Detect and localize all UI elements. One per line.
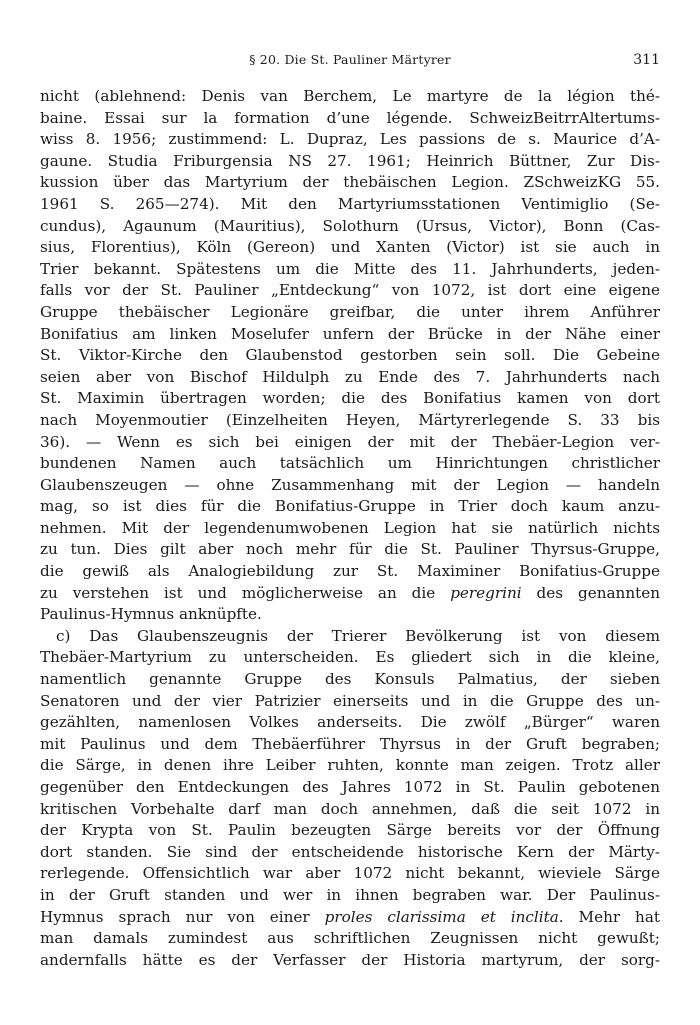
text-run: nicht (ablehnend: Denis van Berchem, Le martyre de la légion thé- — [40, 87, 660, 105]
text-line — [40, 561, 660, 583]
text-run: zu verstehen ist und möglicherweise an die — [40, 583, 451, 602]
text-run: wiss 8. 1956; zustimmend: L. Dupraz, Les passions de s. Maurice d’A- — [40, 130, 660, 149]
text-run: nach Moyenmoutier (Einzelheiten Heyen, Märtyrerlegende S. 33 bis — [40, 410, 660, 429]
text-line — [40, 734, 660, 756]
text-run: andernfalls hätte es der Verfasser der Historia martyrum, der sorg- — [40, 950, 660, 969]
text-line — [40, 950, 660, 972]
text-run: Glaubenszeugen — ohne Zusammenhang mit der Legion — handeln — [40, 475, 660, 494]
text-line — [40, 777, 660, 799]
text-line — [40, 194, 660, 216]
text-run: . Mehr hat — [558, 907, 660, 926]
text-run: die Särge, in denen ihre Leiber ruhten, konnte man zeigen. Trotz aller — [40, 756, 660, 775]
text-line — [40, 626, 660, 648]
italic-text: peregrini — [450, 583, 522, 602]
text-run: Hymnus sprach nur von einer — [40, 907, 325, 926]
text-run: bundenen Namen auch tatsächlich um Hinrichtungen christlicher — [40, 454, 660, 473]
text-run: St. Viktor-Kirche den Glaubenstod gestorben sein soll. Die Gebeine — [40, 346, 660, 365]
text-run: die gewiß als Analogiebildung zur St. Maximiner Bonifatius-Gruppe — [40, 562, 660, 581]
text-run: des genannten — [521, 583, 660, 602]
text-line — [40, 496, 660, 518]
text-line — [40, 259, 660, 281]
text-line — [40, 108, 660, 130]
text-run: kritischen Vorbehalte darf man doch annehmen, daß die seit 1072 in — [40, 799, 660, 818]
text-run: gaune. Studia Friburgensia NS 27. 1961; Heinrich Büttner, Zur Dis- — [40, 151, 660, 170]
text-run: Trier bekannt. Spätestens um die Mitte des 11. Jahrhunderts, jeden- — [40, 259, 660, 278]
text-run: der Krypta von St. Paulin bezeugten Särge bereits vor der Öffnung — [40, 821, 660, 840]
section-title: § 20. Die St. Pauliner Märtyrer — [249, 52, 451, 67]
text-run: 1961 S. 265—274). Mit den Martyriumsstationen Ventimiglio (Se- — [40, 194, 660, 213]
text-line — [40, 302, 660, 324]
text-run: 36). — Wenn es sich bei einigen der mit der Thebäer-Legion ver- — [40, 432, 660, 451]
text-line — [40, 583, 660, 605]
text-line — [40, 280, 660, 302]
text-run: Bonifatius am linken Moselufer unfern der Brücke in der Nähe einer — [40, 324, 660, 343]
text-line — [40, 604, 660, 626]
text-run: baine. Essai sur la formation d’une légende. SchweizBeitrrAltertums- — [40, 108, 660, 127]
text-run: Thebäer-Martyrium zu unterscheiden. Es gliedert sich in die kleine, — [40, 648, 660, 667]
text-run: gezählten, namenlosen Volkes anderseits. Die zwölf „Bürger“ waren — [40, 713, 660, 732]
text-line — [40, 539, 660, 561]
text-run: Gruppe thebäischer Legionäre greifbar, die unter ihrem Anführer — [40, 302, 660, 321]
italic-text: proles clarissima et inclita — [324, 907, 559, 926]
text-line — [40, 928, 660, 950]
text-line — [40, 475, 660, 497]
page-number: 311 — [633, 52, 660, 68]
text-line — [40, 151, 660, 173]
text-run: dort standen. Sie sind der entscheidende historische Kern der Märty- — [40, 842, 660, 861]
text-run: man damals zumindest aus schriftlichen Zeugnissen nicht gewußt; — [40, 929, 660, 948]
text-line — [40, 367, 660, 389]
text-line — [40, 432, 660, 454]
text-line — [40, 907, 660, 929]
text-line — [40, 216, 660, 238]
text-line — [40, 820, 660, 842]
text-line — [40, 647, 660, 669]
text-run: rerlegende. Offensichtlich war aber 1072 nicht bekannt, wieviele Särge — [40, 864, 660, 883]
text-line — [40, 669, 660, 691]
text-run: sius, Florentius), Köln (Gereon) und Xanten (Victor) ist sie auch in — [40, 238, 660, 257]
text-run: falls vor der St. Pauliner „Entdeckung“ von 1072, ist dort eine eigene — [40, 281, 660, 300]
text-line — [40, 388, 660, 410]
text-line — [40, 518, 660, 540]
text-run: zu tun. Dies gilt aber noch mehr für die St. Pauliner Thyrsus-Gruppe, — [40, 540, 660, 559]
text-line — [40, 712, 660, 734]
text-run: namentlich genannte Gruppe des Konsuls Palmatius, der sieben — [40, 670, 660, 689]
text-run: Paulinus-Hymnus anknüpfte. — [40, 605, 262, 624]
text-line — [40, 172, 660, 194]
text-line — [40, 86, 660, 108]
text-line — [40, 799, 660, 821]
text-line — [40, 129, 660, 151]
text-line — [40, 237, 660, 259]
text-run: Senatoren und der vier Patrizier einerseits und in die Gruppe des un- — [40, 691, 660, 710]
text-run: nehmen. Mit der legendenumwobenen Legion hat sie natürlich nichts — [40, 518, 660, 537]
text-line — [40, 453, 660, 475]
text-line — [40, 324, 660, 346]
body-text — [40, 86, 660, 971]
text-line — [40, 755, 660, 777]
text-line — [40, 842, 660, 864]
text-run: in der Gruft standen und wer in ihnen begraben war. Der Paulinus- — [40, 885, 660, 904]
text-line — [40, 345, 660, 367]
text-line — [40, 410, 660, 432]
text-run: mit Paulinus und dem Thebäerführer Thyrsus in der Gruft begraben; — [40, 734, 660, 753]
text-run: cundus), Agaunum (Mauritius), Solothurn (Ursus, Victor), Bonn (Cas- — [40, 216, 660, 235]
text-run: gegenüber den Entdeckungen des Jahres 1072 in St. Paulin gebotenen — [40, 778, 660, 796]
text-run: kussion über das Martyrium der thebäischen Legion. ZSchweizKG 55. — [40, 173, 660, 192]
text-run: mag, so ist dies für die Bonifatius-Gruppe in Trier doch kaum anzu- — [40, 497, 660, 516]
running-header — [40, 52, 660, 74]
text-line — [40, 691, 660, 713]
text-line — [40, 863, 660, 885]
text-run: St. Maximin übertragen worden; die des Bonifatius kamen von dort — [40, 389, 660, 408]
text-run: c) Das Glaubenszeugnis der Trierer Bevölkerung ist von diesem — [56, 626, 660, 645]
text-run: seien aber von Bischof Hildulph zu Ende des 7. Jahrhunderts nach — [40, 367, 660, 386]
text-line — [40, 885, 660, 907]
